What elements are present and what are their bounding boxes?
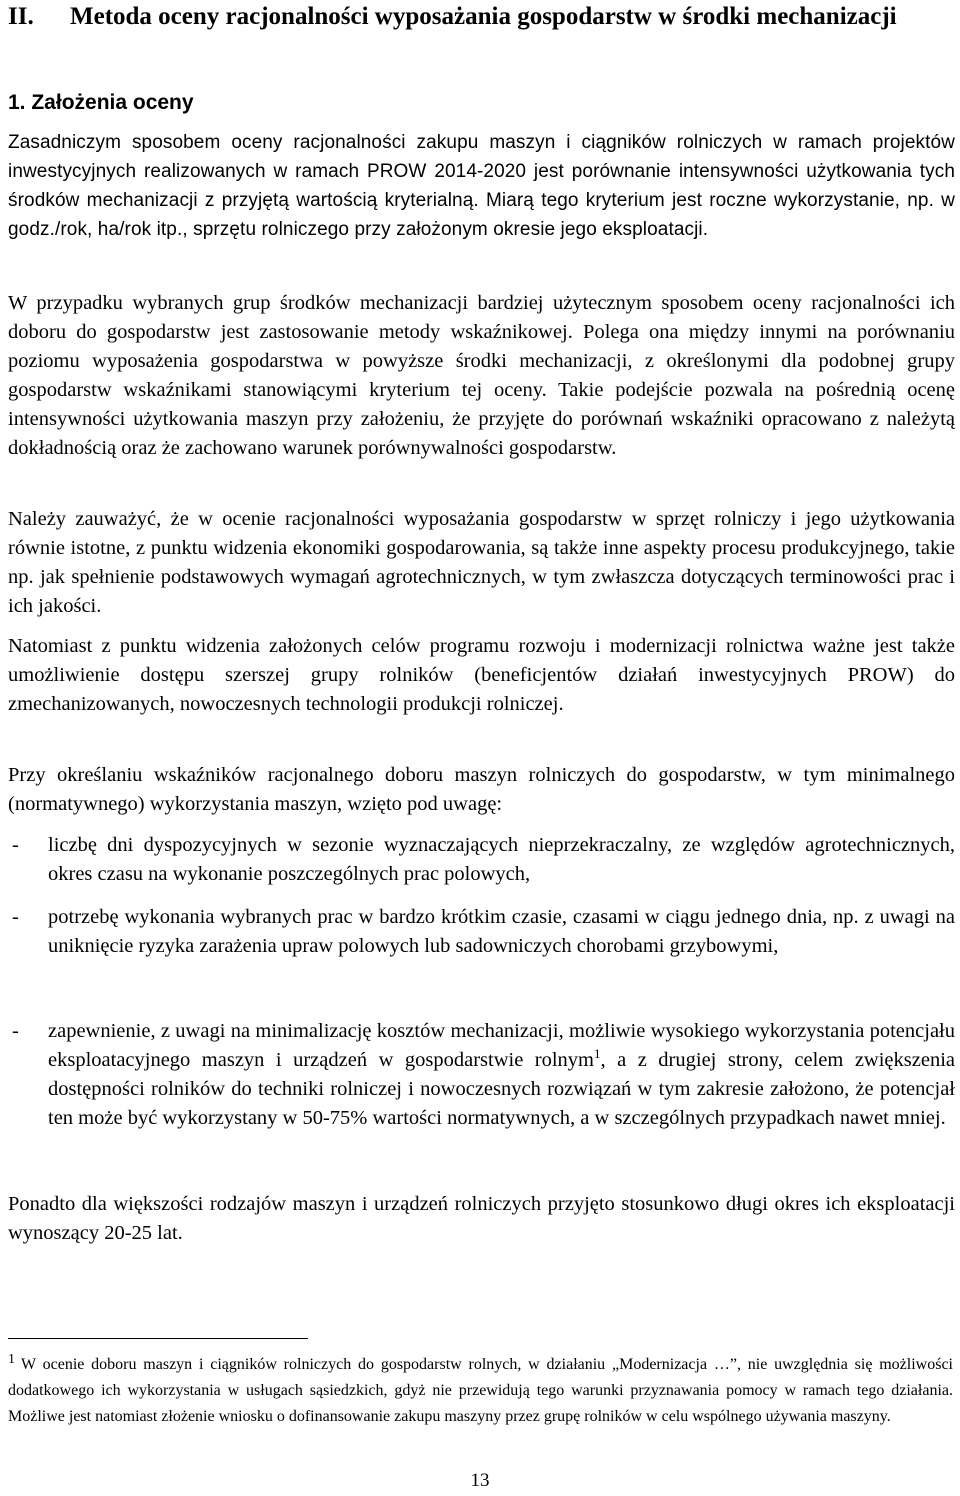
list-item-2: [8, 903, 955, 961]
footnote-mark: 1: [8, 1351, 15, 1367]
page-number: 13: [470, 1470, 490, 1491]
list-dash: -: [12, 906, 19, 928]
section-number: II.: [8, 3, 34, 30]
section-heading: [8, 0, 953, 34]
subsection-heading: 1. Założenia oceny: [8, 91, 194, 114]
footnote-text: W ocenie doboru maszyn i ciągników rolniczych do gospodarstw rolnych, w działaniu „Modernizacja …”, nie uwzględnia się możliwości dodatkowego ich wykorzystania w usługach sąsiedzkich, gdyż nie przewidują tego warunki przyznawania pomocy w ramach tego działania. Możliwe jest natomiast złożenie wniosku o dofinansowanie zakupu maszyny przez grupę rolników w celu wspólnego używania maszyny.: [8, 1356, 953, 1425]
footnote-reference[interactable]: 1: [594, 1046, 601, 1062]
list-item-text: potrzebę wykonania wybranych prac w bardzo krótkim czasie, czasami w ciągu jednego dnia, np. z uwagi na uniknięcie ryzyka zarażenia upraw polowych lub sadowniczych chorobami grzybowymi,: [48, 906, 955, 957]
list-dash: -: [12, 1020, 19, 1042]
list-item-3: [8, 1017, 955, 1133]
paragraph-1: Zasadniczym sposobem oceny racjonalności zakupu maszyn i ciągników rolniczych w ramach projektów inwestycyjnych realizowanych w ramach PROW 2014-2020 jest porównanie intensywności użytkowania tych środków mechanizacji z przyjętą wartością kryterialną. Miarą tego kryterium jest roczne wykorzystanie, np. w godz./rok, ha/rok itp., sprzętu rolniczego przy założonym okresie jego eksploatacji.: [8, 132, 955, 240]
list-item-1: [8, 831, 955, 889]
paragraph-4: Natomiast z punktu widzenia założonych celów programu rozwoju i modernizacji rolnictwa ważne jest także umożliwienie dostępu szerszej grupy rolników (beneficjentów działań inwestycyjnych PROW) do zmechanizowanych, nowoczesnych technologii produkcji rolniczej.: [8, 635, 955, 715]
paragraph-5: Przy określaniu wskaźników racjonalnego doboru maszyn rolniczych do gospodarstw, w tym minimalnego (normatywnego) wykorzystania maszyn, wzięto pod uwagę:: [8, 764, 955, 815]
list-item-text: liczbę dni dyspozycyjnych w sezonie wyznaczających nieprzekraczalny, ze względów agrotechnicznych, okres czasu na wykonanie poszczególnych prac polowych,: [48, 834, 955, 885]
paragraph-2: W przypadku wybranych grup środków mechanizacji bardziej użytecznym sposobem oceny racjonalności ich doboru do gospodarstw jest zastosowanie metody wskaźnikowej. Polega ona między innymi na porównaniu poziomu wyposażenia gospodarstwa w powyższe środki mechanizacji, z określonymi dla podobnej grupy gospodarstw wskaźnikami stanowiącymi kryterium tej oceny. Takie podejście pozwala na pośrednią ocenę intensywności użytkowania maszyn przy założeniu, że przyjęte do porównań wskaźniki opracowano z należytą dokładnością oraz że zachowano warunek porównywalności gospodarstw.: [8, 292, 955, 459]
footnote-separator: [8, 1338, 308, 1339]
closing-paragraph: Ponadto dla większości rodzajów maszyn i urządzeń rolniczych przyjęto stosunkowo długi okres ich eksploatacji wynoszący 20-25 lat.: [8, 1193, 955, 1244]
footnote: [8, 1352, 953, 1430]
paragraph-3: Należy zauważyć, że w ocenie racjonalności wyposażania gospodarstw w sprzęt rolniczy i jego użytkowania równie istotne, z punktu widzenia ekonomiki gospodarowania, są także inne aspekty procesu produkcyjnego, takie np. jak spełnienie podstawowych wymagań agrotechnicznych, w tym zwłaszcza dotyczących terminowości prac i ich jakości.: [8, 508, 955, 617]
list-item-text-part-2: , a z drugiej strony, celem zwiększenia dostępności rolników do techniki rolniczej i nowoczesnych rozwiązań w tym zakresie założono, że potencjał ten może być wykorzystany w 50-75% wartości normatywnych, a w szczególnych przypadkach nawet mniej.: [48, 1049, 955, 1129]
list-dash: -: [12, 834, 19, 856]
section-title: Metoda oceny racjonalności wyposażania gospodarstw w środki mechanizacji: [70, 3, 897, 30]
list-item-text: [48, 1017, 955, 1133]
list-item-text-part-1: zapewnienie, z uwagi na minimalizację kosztów mechanizacji, możliwie wysokiego wykorzystania potencjału eksploatacyjnego maszyn i urządzeń w gospodarstwie rolnym: [48, 1020, 955, 1071]
